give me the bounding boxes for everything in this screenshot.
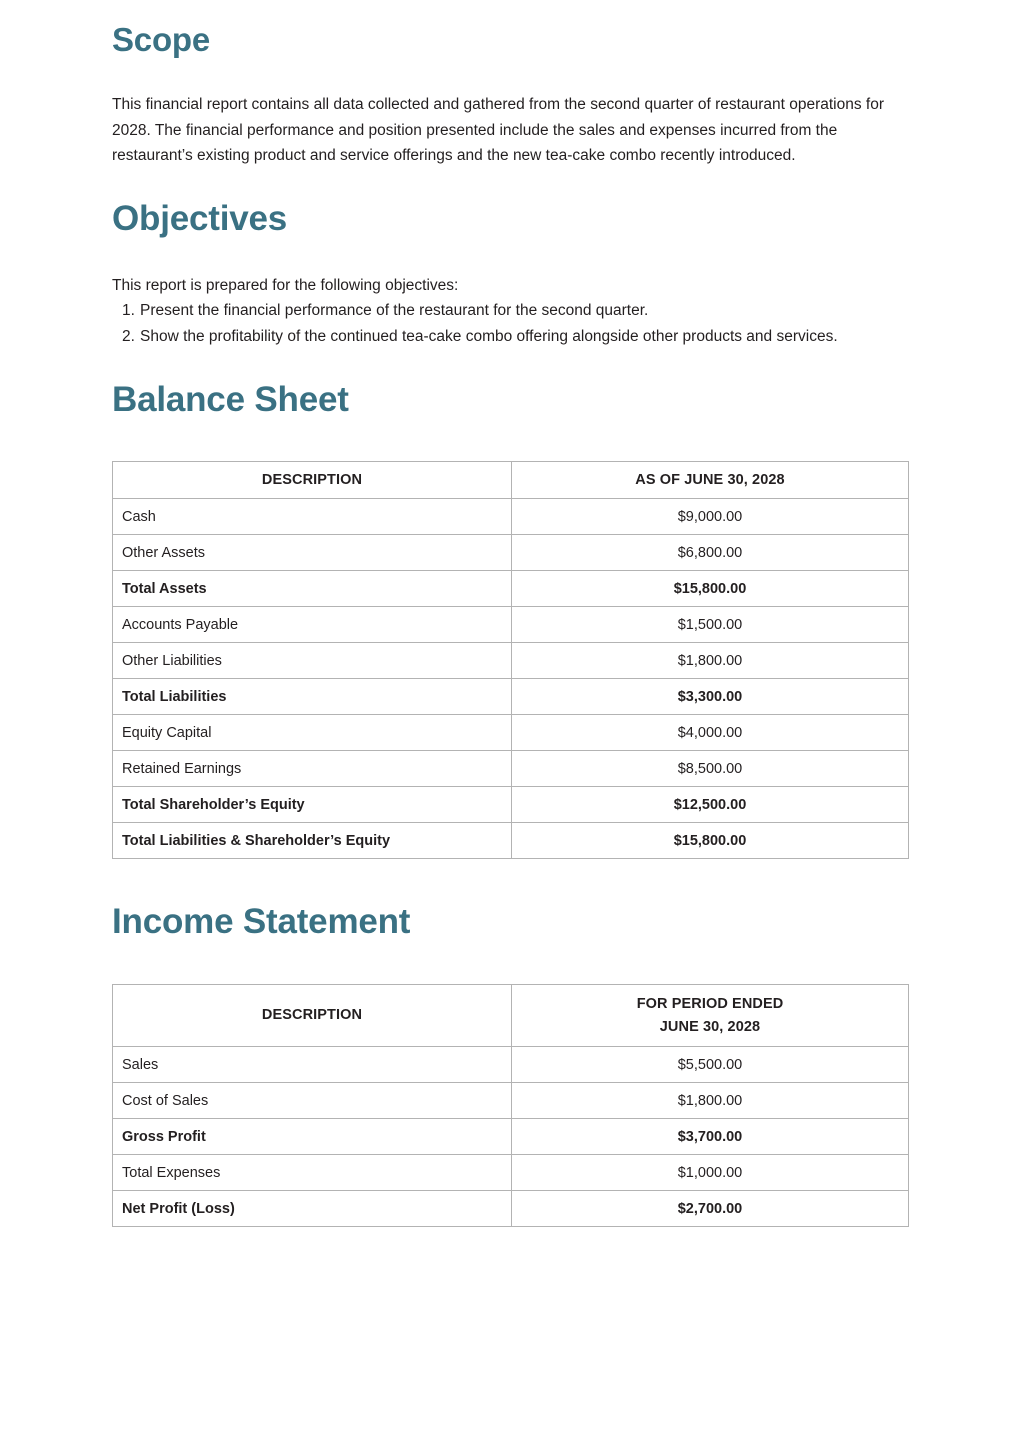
table-row bbox=[113, 607, 909, 643]
table-row-total bbox=[113, 571, 909, 607]
cell-description: Cost of Sales bbox=[113, 1083, 512, 1119]
cell-description: Retained Earnings bbox=[113, 751, 512, 787]
list-item-number: 2. bbox=[122, 327, 135, 345]
table-row-total bbox=[113, 787, 909, 823]
income-statement-table bbox=[112, 984, 909, 1227]
column-header-description: DESCRIPTION bbox=[113, 462, 512, 499]
cell-value: $15,800.00 bbox=[512, 571, 909, 607]
table-row bbox=[113, 1083, 909, 1119]
cell-value: $1,000.00 bbox=[512, 1155, 909, 1191]
objectives-list bbox=[112, 298, 912, 349]
table-row bbox=[113, 751, 909, 787]
section-heading-balance-sheet: Balance Sheet bbox=[112, 380, 349, 419]
objectives-intro: This report is prepared for the following objectives: bbox=[112, 277, 459, 294]
cell-description: Total Expenses bbox=[113, 1155, 512, 1191]
list-item-label: Present the financial performance of the restaurant for the second quarter. bbox=[140, 302, 649, 319]
column-header-period bbox=[512, 985, 909, 1047]
section-heading-income-statement: Income Statement bbox=[112, 902, 411, 941]
cell-description: Cash bbox=[113, 499, 512, 535]
table-row-total bbox=[113, 679, 909, 715]
table-row bbox=[113, 1155, 909, 1191]
cell-description: Accounts Payable bbox=[113, 607, 512, 643]
cell-description: Total Liabilities bbox=[113, 679, 512, 715]
column-header-description: DESCRIPTION bbox=[113, 985, 512, 1047]
list-item-label: Show the profitability of the continued tea-cake combo offering alongside other products and services. bbox=[140, 327, 838, 345]
cell-description: Sales bbox=[113, 1047, 512, 1083]
cell-value: $15,800.00 bbox=[512, 823, 909, 859]
cell-description: Gross Profit bbox=[113, 1119, 512, 1155]
cell-value: $2,700.00 bbox=[512, 1191, 909, 1227]
table-row-total bbox=[113, 1119, 909, 1155]
table-row bbox=[113, 499, 909, 535]
cell-description: Net Profit (Loss) bbox=[113, 1191, 512, 1227]
cell-value: $5,500.00 bbox=[512, 1047, 909, 1083]
cell-value: $1,500.00 bbox=[512, 607, 909, 643]
cell-description: Equity Capital bbox=[113, 715, 512, 751]
section-heading-scope: Scope bbox=[112, 21, 211, 58]
table-row bbox=[113, 535, 909, 571]
column-header-period-line-2: JUNE 30, 2028 bbox=[659, 1018, 761, 1035]
cell-value: $1,800.00 bbox=[512, 643, 909, 679]
column-header-period-line-1: FOR PERIOD ENDED bbox=[636, 995, 784, 1012]
table-row-total bbox=[113, 1191, 909, 1227]
cell-description: Other Assets bbox=[113, 535, 512, 571]
table-header-row bbox=[113, 462, 909, 499]
list-item bbox=[112, 298, 912, 324]
balance-sheet-table bbox=[112, 461, 909, 859]
cell-description: Total Assets bbox=[113, 571, 512, 607]
list-item-number: 1. bbox=[122, 302, 135, 319]
table-row-total bbox=[113, 823, 909, 859]
cell-value: $3,300.00 bbox=[512, 679, 909, 715]
cell-value: $12,500.00 bbox=[512, 787, 909, 823]
table-row bbox=[113, 715, 909, 751]
cell-description: Total Shareholder’s Equity bbox=[113, 787, 512, 823]
cell-value: $3,700.00 bbox=[512, 1119, 909, 1155]
cell-value: $9,000.00 bbox=[512, 499, 909, 535]
cell-value: $4,000.00 bbox=[512, 715, 909, 751]
list-item bbox=[112, 324, 912, 350]
table-row bbox=[113, 643, 909, 679]
cell-value: $1,800.00 bbox=[512, 1083, 909, 1119]
table-header-row bbox=[113, 985, 909, 1047]
table-row bbox=[113, 1047, 909, 1083]
column-header-as-of-date: AS OF JUNE 30, 2028 bbox=[512, 462, 909, 499]
cell-description: Total Liabilities & Shareholder’s Equity bbox=[113, 823, 512, 859]
scope-paragraph: This financial report contains all data collected and gathered from the second quarter of restaurant operations for 2028. The financial performance and position presented include the sales and expenses incurred from the restaurant’s existing product and service offerings and the new tea-cake combo recently introduced. bbox=[112, 96, 885, 164]
cell-value: $8,500.00 bbox=[512, 751, 909, 787]
section-heading-objectives: Objectives bbox=[112, 199, 288, 238]
cell-value: $6,800.00 bbox=[512, 535, 909, 571]
cell-description: Other Liabilities bbox=[113, 643, 512, 679]
